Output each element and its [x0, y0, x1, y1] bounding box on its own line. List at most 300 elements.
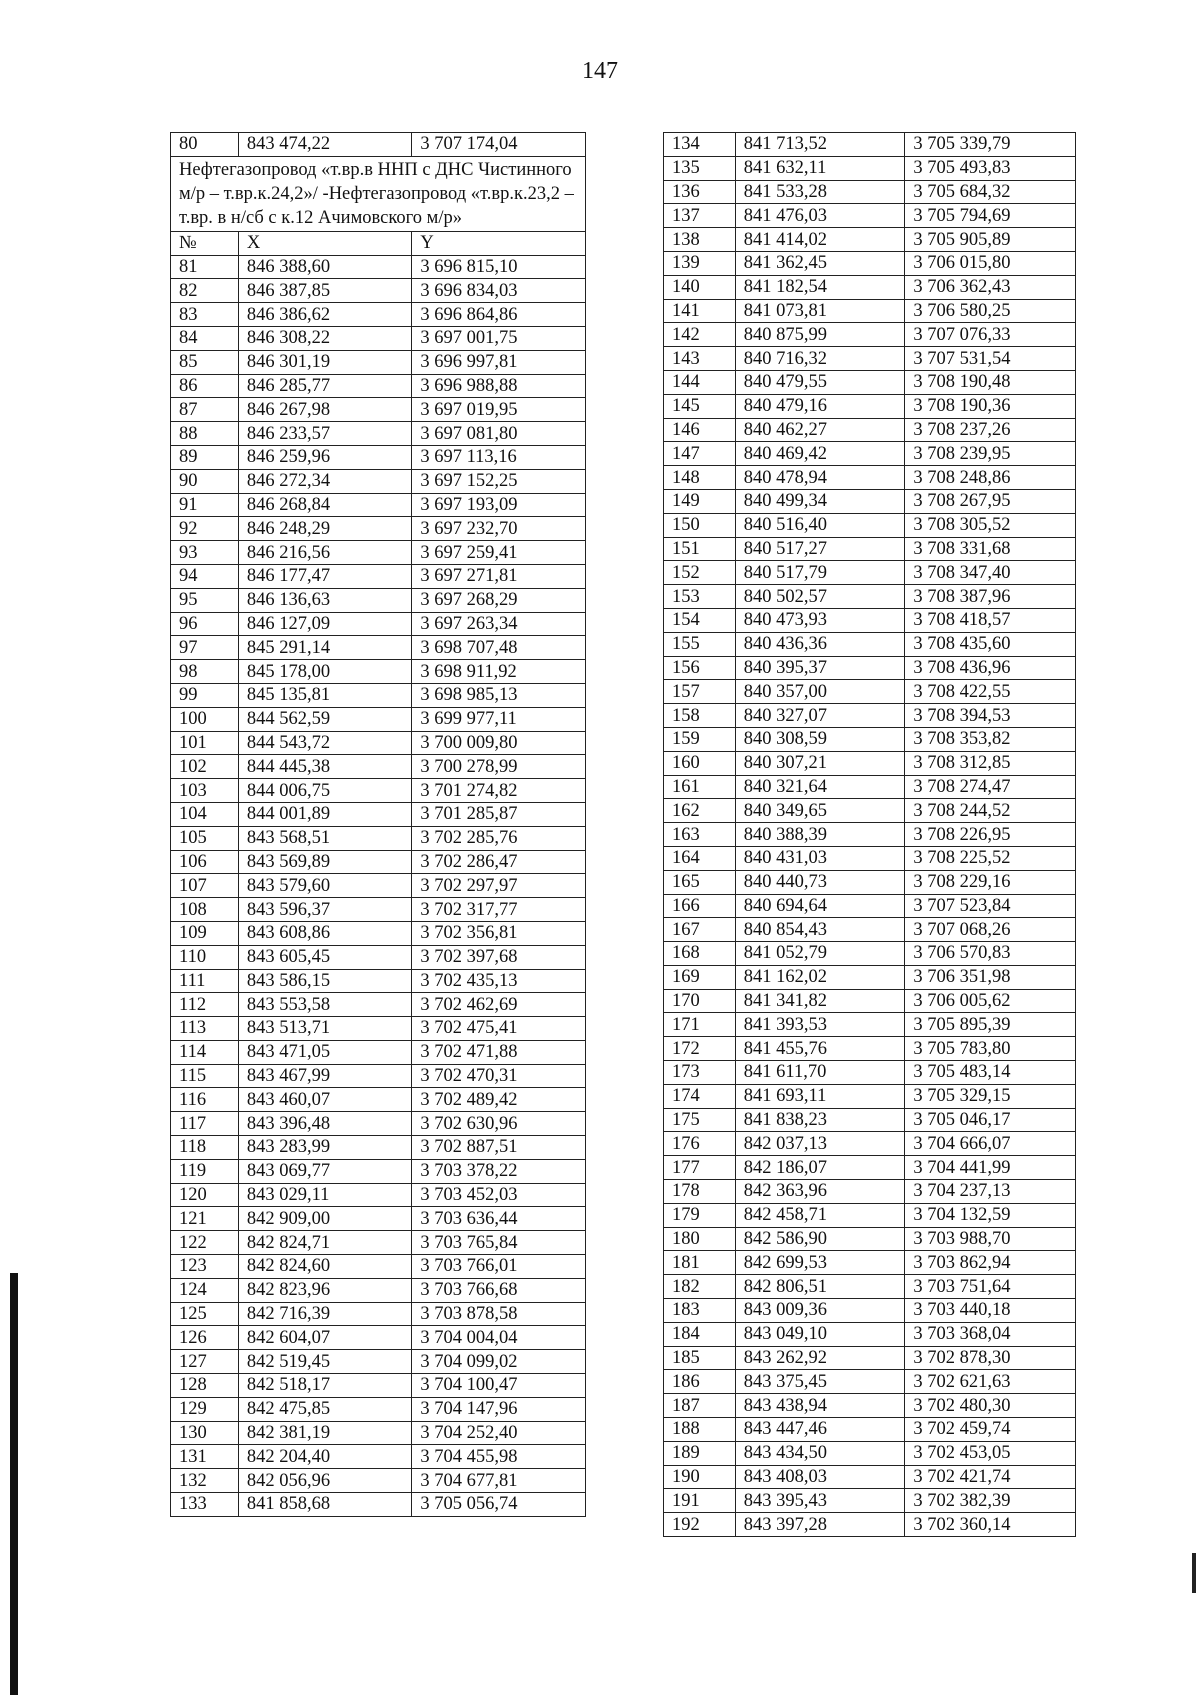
- y-coordinate-cell: 3 697 193,09: [412, 493, 586, 517]
- point-number-cell: 109: [171, 921, 239, 945]
- table-row: [171, 945, 586, 969]
- x-coordinate-cell: 843 579,60: [238, 874, 412, 898]
- y-coordinate-cell: 3 703 452,03: [412, 1183, 586, 1207]
- y-coordinate-cell: 3 698 911,92: [412, 660, 586, 684]
- x-coordinate-cell: 845 291,14: [238, 636, 412, 660]
- point-number-cell: 114: [171, 1040, 239, 1064]
- y-coordinate-cell: 3 696 997,81: [412, 350, 586, 374]
- point-number-cell: 167: [664, 918, 736, 942]
- x-coordinate-cell: 842 204,40: [238, 1445, 412, 1469]
- x-coordinate-cell: 842 363,96: [735, 1180, 905, 1204]
- table-row: [664, 204, 1076, 228]
- coordinates-table-left: [170, 132, 586, 1517]
- point-number-cell: 106: [171, 850, 239, 874]
- table-row: [664, 799, 1076, 823]
- y-coordinate-cell: 3 703 766,68: [412, 1278, 586, 1302]
- y-coordinate-cell: 3 705 493,83: [905, 156, 1076, 180]
- table-row: [664, 1489, 1076, 1513]
- point-number-cell: 94: [171, 564, 239, 588]
- table-row: [171, 993, 586, 1017]
- point-number-cell: 172: [664, 1037, 736, 1061]
- table-row: [664, 513, 1076, 537]
- table-row: [171, 1112, 586, 1136]
- point-number-cell: 84: [171, 326, 239, 350]
- point-number-cell: 164: [664, 846, 736, 870]
- table-row: [171, 279, 586, 303]
- y-coordinate-cell: 3 704 252,40: [412, 1421, 586, 1445]
- table-row: [171, 731, 586, 755]
- x-coordinate-cell: 842 823,96: [238, 1278, 412, 1302]
- y-coordinate-cell: 3 705 905,89: [905, 228, 1076, 252]
- x-coordinate-cell: 844 006,75: [238, 779, 412, 803]
- x-coordinate-cell: 840 321,64: [735, 775, 905, 799]
- y-coordinate-cell: 3 702 630,96: [412, 1112, 586, 1136]
- table-row: [664, 823, 1076, 847]
- table-row: [171, 850, 586, 874]
- table-row: [664, 275, 1076, 299]
- point-number-cell: 179: [664, 1203, 736, 1227]
- table-row: [171, 660, 586, 684]
- point-number-cell: 128: [171, 1374, 239, 1398]
- x-coordinate-cell: 840 502,57: [735, 585, 905, 609]
- point-number-cell: 87: [171, 398, 239, 422]
- point-number-cell: 182: [664, 1275, 736, 1299]
- point-number-cell: 99: [171, 683, 239, 707]
- x-coordinate-cell: 846 387,85: [238, 279, 412, 303]
- table-row: [664, 561, 1076, 585]
- table-row: [664, 585, 1076, 609]
- point-number-cell: 81: [171, 255, 239, 279]
- y-coordinate-cell: 3 703 440,18: [905, 1299, 1076, 1323]
- table-row: [664, 680, 1076, 704]
- table-row: [664, 156, 1076, 180]
- point-number-cell: 168: [664, 942, 736, 966]
- y-coordinate-cell: 3 705 794,69: [905, 204, 1076, 228]
- table-row: [664, 1299, 1076, 1323]
- x-coordinate-cell: 841 393,53: [735, 1013, 905, 1037]
- table-row: [171, 636, 586, 660]
- table-row: [664, 870, 1076, 894]
- point-number-cell: 126: [171, 1326, 239, 1350]
- table-row: [171, 898, 586, 922]
- y-coordinate-cell: 3 696 988,88: [412, 374, 586, 398]
- y-coordinate-cell: 3 706 362,43: [905, 275, 1076, 299]
- table-row: [664, 918, 1076, 942]
- x-coordinate-cell: 842 037,13: [735, 1132, 905, 1156]
- point-number-cell: 174: [664, 1084, 736, 1108]
- x-coordinate-cell: 846 248,29: [238, 517, 412, 541]
- y-coordinate-cell: 3 708 190,48: [905, 370, 1076, 394]
- x-coordinate-cell: 842 586,90: [735, 1227, 905, 1251]
- y-coordinate-cell: 3 702 286,47: [412, 850, 586, 874]
- point-number-cell: 162: [664, 799, 736, 823]
- y-coordinate-cell: 3 702 475,41: [412, 1017, 586, 1041]
- y-coordinate-cell: 3 696 834,03: [412, 279, 586, 303]
- y-coordinate-cell: 3 706 570,83: [905, 942, 1076, 966]
- point-number-cell: 92: [171, 517, 239, 541]
- point-number-cell: 151: [664, 537, 736, 561]
- y-coordinate-cell: 3 708 347,40: [905, 561, 1076, 585]
- x-coordinate-cell: 842 475,85: [238, 1397, 412, 1421]
- point-number-cell: 181: [664, 1251, 736, 1275]
- y-coordinate-cell: 3 705 329,15: [905, 1084, 1076, 1108]
- table-row: [171, 1183, 586, 1207]
- y-coordinate-cell: 3 702 285,76: [412, 826, 586, 850]
- table-row: [171, 1278, 586, 1302]
- y-coordinate-cell: 3 708 312,85: [905, 751, 1076, 775]
- point-number-cell: 138: [664, 228, 736, 252]
- point-number-cell: 136: [664, 180, 736, 204]
- y-coordinate-cell: 3 704 100,47: [412, 1374, 586, 1398]
- table-row: [171, 564, 586, 588]
- x-coordinate-cell: 843 434,50: [735, 1441, 905, 1465]
- x-coordinate-cell: 841 455,76: [735, 1037, 905, 1061]
- point-number-cell: 171: [664, 1013, 736, 1037]
- x-coordinate-cell: 841 162,02: [735, 965, 905, 989]
- table-row: [664, 489, 1076, 513]
- table-row: [171, 1493, 586, 1517]
- point-number-cell: 166: [664, 894, 736, 918]
- table-row: [171, 1326, 586, 1350]
- x-coordinate-cell: 840 716,32: [735, 347, 905, 371]
- y-coordinate-cell: 3 705 056,74: [412, 1493, 586, 1517]
- point-number-cell: 142: [664, 323, 736, 347]
- y-coordinate-cell: 3 708 267,95: [905, 489, 1076, 513]
- x-coordinate-cell: 840 436,36: [735, 632, 905, 656]
- y-coordinate-cell: 3 697 268,29: [412, 588, 586, 612]
- y-coordinate-cell: 3 705 895,39: [905, 1013, 1076, 1037]
- x-coordinate-cell: 843 069,77: [238, 1159, 412, 1183]
- x-coordinate-cell: 840 431,03: [735, 846, 905, 870]
- point-number-cell: 159: [664, 727, 736, 751]
- x-coordinate-cell: 842 716,39: [238, 1302, 412, 1326]
- table-row: [171, 398, 586, 422]
- x-coordinate-cell: 846 233,57: [238, 422, 412, 446]
- point-number-cell: 165: [664, 870, 736, 894]
- table-row: [171, 1064, 586, 1088]
- x-coordinate-cell: 843 447,46: [735, 1418, 905, 1442]
- point-number-cell: 125: [171, 1302, 239, 1326]
- y-coordinate-cell: 3 708 244,52: [905, 799, 1076, 823]
- y-coordinate-cell: 3 708 190,36: [905, 394, 1076, 418]
- table-row: [171, 255, 586, 279]
- point-number-cell: 135: [664, 156, 736, 180]
- x-coordinate-cell: 842 381,19: [238, 1421, 412, 1445]
- x-coordinate-cell: 840 327,07: [735, 704, 905, 728]
- point-number-cell: 85: [171, 350, 239, 374]
- y-coordinate-cell: 3 702 462,69: [412, 993, 586, 1017]
- point-number-cell: 176: [664, 1132, 736, 1156]
- point-number-cell: 161: [664, 775, 736, 799]
- x-coordinate-cell: 842 186,07: [735, 1156, 905, 1180]
- point-number-cell: 113: [171, 1017, 239, 1041]
- x-coordinate-cell: 843 408,03: [735, 1465, 905, 1489]
- x-coordinate-cell: 843 596,37: [238, 898, 412, 922]
- x-coordinate-cell: 842 699,53: [735, 1251, 905, 1275]
- table-row: [171, 1040, 586, 1064]
- x-coordinate-cell: 843 568,51: [238, 826, 412, 850]
- y-coordinate-cell: 3 702 621,63: [905, 1370, 1076, 1394]
- y-coordinate-cell: 3 703 378,22: [412, 1159, 586, 1183]
- y-coordinate-cell: 3 703 368,04: [905, 1322, 1076, 1346]
- point-number-cell: 140: [664, 275, 736, 299]
- point-number-cell: 177: [664, 1156, 736, 1180]
- x-coordinate-cell: 841 476,03: [735, 204, 905, 228]
- point-number-cell: 129: [171, 1397, 239, 1421]
- table-row: [171, 517, 586, 541]
- table-row: [664, 133, 1076, 157]
- point-number-cell: 80: [171, 133, 239, 157]
- x-coordinate-cell: 844 001,89: [238, 802, 412, 826]
- y-coordinate-cell: 3 702 453,05: [905, 1441, 1076, 1465]
- y-column-header: Y: [412, 231, 586, 255]
- table-row: [171, 921, 586, 945]
- table-row: [664, 751, 1076, 775]
- point-number-cell: 105: [171, 826, 239, 850]
- point-number-cell: 91: [171, 493, 239, 517]
- y-coordinate-cell: 3 707 174,04: [412, 133, 586, 157]
- point-number-cell: 90: [171, 469, 239, 493]
- y-coordinate-cell: 3 699 977,11: [412, 707, 586, 731]
- x-coordinate-cell: 846 285,77: [238, 374, 412, 398]
- x-coordinate-cell: 840 307,21: [735, 751, 905, 775]
- x-coordinate-cell: 840 469,42: [735, 442, 905, 466]
- y-coordinate-cell: 3 706 351,98: [905, 965, 1076, 989]
- point-number-cell: 132: [171, 1469, 239, 1493]
- x-coordinate-cell: 843 375,45: [735, 1370, 905, 1394]
- table-row: [664, 1227, 1076, 1251]
- table-row: [664, 1180, 1076, 1204]
- table-row: [171, 493, 586, 517]
- y-coordinate-cell: 3 702 297,97: [412, 874, 586, 898]
- x-coordinate-cell: 846 259,96: [238, 445, 412, 469]
- x-coordinate-cell: 842 458,71: [735, 1203, 905, 1227]
- y-coordinate-cell: 3 703 636,44: [412, 1207, 586, 1231]
- point-number-cell: 146: [664, 418, 736, 442]
- x-coordinate-cell: 846 301,19: [238, 350, 412, 374]
- table-row: [664, 251, 1076, 275]
- x-coordinate-cell: 841 182,54: [735, 275, 905, 299]
- x-coordinate-cell: 840 308,59: [735, 727, 905, 751]
- table-row: [664, 1418, 1076, 1442]
- table-row: [664, 1441, 1076, 1465]
- y-coordinate-cell: 3 706 005,62: [905, 989, 1076, 1013]
- pipeline-section-title: Нефтегазопровод «т.вр.в ННП с ДНС Чистинного м/р – т.вр.к.24,2»/ -Нефтегазопровод «т.вр.к.23,2 – т.вр. в н/сб с к.12 Ачимовского м/р»: [171, 156, 586, 231]
- point-number-cell: 148: [664, 466, 736, 490]
- x-coordinate-cell: 841 632,11: [735, 156, 905, 180]
- table-row: [664, 1322, 1076, 1346]
- y-coordinate-cell: 3 704 132,59: [905, 1203, 1076, 1227]
- table-row: [171, 588, 586, 612]
- y-coordinate-cell: 3 702 382,39: [905, 1489, 1076, 1513]
- x-coordinate-cell: 841 052,79: [735, 942, 905, 966]
- table-row: [664, 299, 1076, 323]
- table-row: [171, 541, 586, 565]
- table-row: [171, 1207, 586, 1231]
- point-number-cell: 119: [171, 1159, 239, 1183]
- x-coordinate-cell: 843 438,94: [735, 1394, 905, 1418]
- x-coordinate-cell: 840 499,34: [735, 489, 905, 513]
- table-row: [171, 1421, 586, 1445]
- point-number-cell: 88: [171, 422, 239, 446]
- y-coordinate-cell: 3 704 004,04: [412, 1326, 586, 1350]
- x-coordinate-cell: 841 341,82: [735, 989, 905, 1013]
- point-number-cell: 134: [664, 133, 736, 157]
- point-number-cell: 188: [664, 1418, 736, 1442]
- x-coordinate-cell: 844 543,72: [238, 731, 412, 755]
- point-number-cell: 101: [171, 731, 239, 755]
- y-coordinate-cell: 3 703 862,94: [905, 1251, 1076, 1275]
- x-coordinate-cell: 840 517,79: [735, 561, 905, 585]
- x-coordinate-cell: 845 135,81: [238, 683, 412, 707]
- point-number-cell: 130: [171, 1421, 239, 1445]
- x-coordinate-cell: 841 858,68: [238, 1493, 412, 1517]
- point-number-cell: 102: [171, 755, 239, 779]
- x-coordinate-cell: 846 268,84: [238, 493, 412, 517]
- scan-margin-bar: [10, 1273, 18, 1695]
- point-number-cell: 163: [664, 823, 736, 847]
- x-coordinate-cell: 840 388,39: [735, 823, 905, 847]
- point-number-cell: 121: [171, 1207, 239, 1231]
- point-number-cell: 153: [664, 585, 736, 609]
- x-coordinate-cell: 846 386,62: [238, 303, 412, 327]
- x-coordinate-cell: 843 586,15: [238, 969, 412, 993]
- x-coordinate-cell: 843 513,71: [238, 1017, 412, 1041]
- point-number-cell: 147: [664, 442, 736, 466]
- table-row: [171, 1017, 586, 1041]
- x-coordinate-cell: 843 395,43: [735, 1489, 905, 1513]
- y-coordinate-cell: 3 701 285,87: [412, 802, 586, 826]
- y-coordinate-cell: 3 702 878,30: [905, 1346, 1076, 1370]
- table-row: [664, 632, 1076, 656]
- table-row: [664, 1132, 1076, 1156]
- table-row: [664, 1203, 1076, 1227]
- y-coordinate-cell: 3 704 455,98: [412, 1445, 586, 1469]
- x-coordinate-cell: 841 693,11: [735, 1084, 905, 1108]
- x-coordinate-cell: 840 875,99: [735, 323, 905, 347]
- point-number-cell: 117: [171, 1112, 239, 1136]
- point-number-cell: 137: [664, 204, 736, 228]
- x-coordinate-cell: 840 357,00: [735, 680, 905, 704]
- table-row: [664, 1037, 1076, 1061]
- point-number-cell: 122: [171, 1231, 239, 1255]
- y-coordinate-cell: 3 708 237,26: [905, 418, 1076, 442]
- table-row: [171, 612, 586, 636]
- y-coordinate-cell: 3 703 878,58: [412, 1302, 586, 1326]
- point-number-cell: 156: [664, 656, 736, 680]
- point-number-cell: 192: [664, 1513, 736, 1537]
- table-row: [664, 1513, 1076, 1537]
- x-coordinate-cell: 840 395,37: [735, 656, 905, 680]
- point-number-cell: 133: [171, 1493, 239, 1517]
- y-coordinate-cell: 3 708 226,95: [905, 823, 1076, 847]
- y-coordinate-cell: 3 698 707,48: [412, 636, 586, 660]
- x-coordinate-cell: 844 562,59: [238, 707, 412, 731]
- point-number-cell: 98: [171, 660, 239, 684]
- point-number-cell: 127: [171, 1350, 239, 1374]
- point-number-cell: 124: [171, 1278, 239, 1302]
- x-coordinate-cell: 840 478,94: [735, 466, 905, 490]
- y-coordinate-cell: 3 705 783,80: [905, 1037, 1076, 1061]
- table-row: [664, 228, 1076, 252]
- table-row: [171, 445, 586, 469]
- x-coordinate-cell: 846 308,22: [238, 326, 412, 350]
- x-coordinate-cell: 842 604,07: [238, 1326, 412, 1350]
- y-coordinate-cell: 3 706 015,80: [905, 251, 1076, 275]
- table-row: [664, 1394, 1076, 1418]
- point-number-cell: 158: [664, 704, 736, 728]
- point-number-cell: 184: [664, 1322, 736, 1346]
- x-coordinate-cell: 846 127,09: [238, 612, 412, 636]
- x-coordinate-cell: 846 272,34: [238, 469, 412, 493]
- y-coordinate-cell: 3 702 470,31: [412, 1064, 586, 1088]
- y-coordinate-cell: 3 700 278,99: [412, 755, 586, 779]
- table-row: [171, 1136, 586, 1160]
- point-number-cell: 95: [171, 588, 239, 612]
- table-row: [664, 727, 1076, 751]
- point-number-cell: 83: [171, 303, 239, 327]
- point-number-cell: 144: [664, 370, 736, 394]
- point-number-cell: 82: [171, 279, 239, 303]
- y-coordinate-cell: 3 704 147,96: [412, 1397, 586, 1421]
- section-title-row: [171, 156, 586, 231]
- x-coordinate-cell: 841 414,02: [735, 228, 905, 252]
- point-number-cell: 143: [664, 347, 736, 371]
- y-coordinate-cell: 3 702 459,74: [905, 1418, 1076, 1442]
- x-coordinate-cell: 846 216,56: [238, 541, 412, 565]
- table-row: [664, 347, 1076, 371]
- table-row: [664, 1465, 1076, 1489]
- x-coordinate-cell: 840 854,43: [735, 918, 905, 942]
- x-coordinate-cell: 840 462,27: [735, 418, 905, 442]
- y-coordinate-cell: 3 708 387,96: [905, 585, 1076, 609]
- y-coordinate-cell: 3 697 232,70: [412, 517, 586, 541]
- table-row: [171, 1159, 586, 1183]
- point-number-cell: 103: [171, 779, 239, 803]
- y-coordinate-cell: 3 707 531,54: [905, 347, 1076, 371]
- x-coordinate-cell: 843 474,22: [238, 133, 412, 157]
- x-column-header: X: [238, 231, 412, 255]
- table-row: [171, 1350, 586, 1374]
- x-coordinate-cell: 843 608,86: [238, 921, 412, 945]
- x-coordinate-cell: 840 694,64: [735, 894, 905, 918]
- y-coordinate-cell: 3 707 523,84: [905, 894, 1076, 918]
- table-row: [664, 1013, 1076, 1037]
- number-column-header: №: [171, 231, 239, 255]
- table-row: [171, 469, 586, 493]
- point-number-cell: 89: [171, 445, 239, 469]
- coordinates-table-right: [663, 132, 1076, 1537]
- table-row: [171, 1302, 586, 1326]
- x-coordinate-cell: 844 445,38: [238, 755, 412, 779]
- table-row: [664, 656, 1076, 680]
- point-number-cell: 180: [664, 1227, 736, 1251]
- x-coordinate-cell: 842 806,51: [735, 1275, 905, 1299]
- y-coordinate-cell: 3 708 418,57: [905, 608, 1076, 632]
- table-row: [664, 965, 1076, 989]
- table-row: [664, 370, 1076, 394]
- point-number-cell: 100: [171, 707, 239, 731]
- x-coordinate-cell: 840 479,55: [735, 370, 905, 394]
- table-row: [171, 303, 586, 327]
- point-number-cell: 110: [171, 945, 239, 969]
- point-number-cell: 141: [664, 299, 736, 323]
- table-row: [664, 775, 1076, 799]
- point-number-cell: 169: [664, 965, 736, 989]
- y-coordinate-cell: 3 697 152,25: [412, 469, 586, 493]
- table-header-row: [171, 231, 586, 255]
- x-coordinate-cell: 841 611,70: [735, 1061, 905, 1085]
